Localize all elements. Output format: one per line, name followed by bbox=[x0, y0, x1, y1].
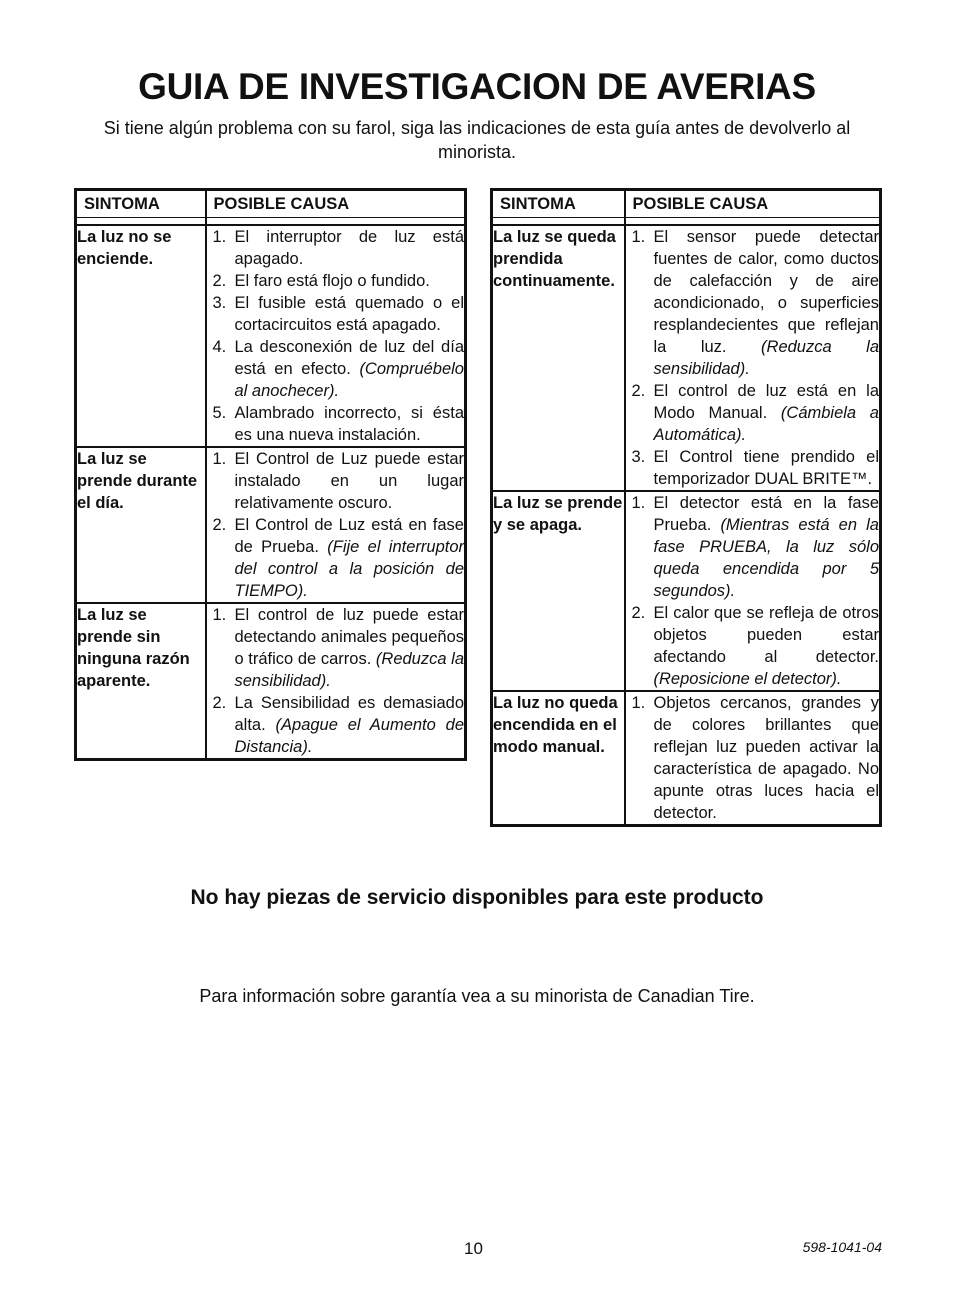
troubleshooting-table-left bbox=[74, 188, 467, 761]
symptom-cell: La luz se queda prendida continuamente. bbox=[492, 225, 625, 491]
cause-number: 1. bbox=[212, 606, 227, 624]
causes-cell bbox=[625, 491, 881, 691]
cause-text-wrap bbox=[654, 226, 880, 380]
page-number: 10 bbox=[464, 1239, 483, 1258]
cause-item bbox=[207, 448, 465, 514]
causes-cell bbox=[206, 225, 466, 447]
cause-text: La Sensibilidad es demasiado alta. bbox=[234, 694, 464, 734]
table-row bbox=[76, 603, 466, 760]
cause-text-wrap bbox=[235, 604, 465, 692]
document-number: 598-1041-04 bbox=[802, 1239, 882, 1255]
cause-text-wrap bbox=[235, 270, 465, 292]
cause-text: El Control de Luz puede estar instalado en un lugar relativamente oscuro. bbox=[234, 450, 464, 512]
cause-number: 2. bbox=[631, 604, 646, 622]
cause-number: 2. bbox=[212, 694, 227, 712]
cause-item bbox=[207, 270, 465, 292]
cause-text: El sensor puede detectar fuentes de calor, como ductos de calefacción y de aire acondicionado, o superficies resplandecientes que reflejan la luz. bbox=[653, 228, 879, 356]
table-row bbox=[492, 691, 881, 826]
symptom-cell: La luz no se enciende. bbox=[76, 225, 206, 447]
cause-number: 1. bbox=[212, 228, 227, 246]
cause-remedy-note: (Apague el Aumento de Distancia). bbox=[234, 716, 464, 756]
column-header-symptom: SINTOMA bbox=[76, 190, 206, 218]
cause-text-wrap bbox=[654, 692, 880, 824]
table-row bbox=[492, 225, 881, 491]
cause-text-wrap bbox=[235, 292, 465, 336]
cause-text: La desconexión de luz del día está en efecto. bbox=[234, 338, 464, 378]
cause-text-wrap bbox=[235, 692, 465, 758]
cause-number: 1. bbox=[631, 228, 646, 246]
cause-item bbox=[626, 602, 880, 690]
troubleshooting-table-right bbox=[490, 188, 882, 827]
cause-item bbox=[626, 380, 880, 446]
cause-text: El calor que se refleja de otros objetos pueden estar afectando al detector. bbox=[653, 604, 879, 666]
causes-cell bbox=[625, 691, 881, 826]
warranty-note: Para información sobre garantía vea a su minorista de Canadian Tire. bbox=[199, 986, 755, 1006]
table-row bbox=[492, 491, 881, 691]
causes-cell bbox=[625, 225, 881, 491]
cause-remedy-note: (Reposicione el detector). bbox=[653, 670, 842, 688]
column-header-symptom: SINTOMA bbox=[492, 190, 625, 218]
no-service-parts-notice: No hay piezas de servicio disponibles para este producto bbox=[190, 886, 764, 909]
cause-item bbox=[626, 226, 880, 380]
cause-text: Objetos cercanos, grandes y de colores brillantes que reflejan luz pueden activar la característica de apagado. No apunte otras luces hacia el detector. bbox=[653, 694, 879, 822]
page-title: GUIA DE INVESTIGACION DE AVERIAS bbox=[138, 66, 816, 107]
cause-remedy-note: (Reduzca la sensibilidad). bbox=[234, 650, 465, 690]
cause-item bbox=[207, 514, 465, 602]
cause-text: Alambrado incorrecto, si ésta es una nueva instalación. bbox=[234, 404, 464, 444]
symptom-cell: La luz se prende sin ninguna razón aparente. bbox=[76, 603, 206, 760]
cause-item bbox=[207, 336, 465, 402]
cause-number: 5. bbox=[212, 404, 227, 422]
column-header-cause: POSIBLE CAUSA bbox=[206, 190, 466, 218]
cause-text: El control de luz está en la Modo Manual. bbox=[653, 382, 879, 422]
cause-text: El interruptor de luz está apagado. bbox=[234, 228, 464, 268]
causes-cell bbox=[206, 447, 466, 603]
cause-item bbox=[207, 226, 465, 270]
causes-cell bbox=[206, 603, 466, 760]
cause-item bbox=[207, 292, 465, 336]
cause-remedy-note: (Compruébelo al anochecer). bbox=[234, 360, 464, 400]
table-row bbox=[76, 225, 466, 447]
cause-remedy-note: (Cámbiela a Automática). bbox=[653, 404, 879, 444]
cause-text-wrap bbox=[654, 446, 880, 490]
cause-text-wrap bbox=[654, 602, 880, 690]
table-row bbox=[76, 447, 466, 603]
symptom-cell: La luz se prende durante el día. bbox=[76, 447, 206, 603]
cause-text-wrap bbox=[654, 492, 880, 602]
cause-remedy-note: (Reduzca la sensibilidad). bbox=[653, 338, 880, 378]
cause-text-wrap bbox=[235, 226, 465, 270]
cause-number: 2. bbox=[631, 382, 646, 400]
cause-text-wrap bbox=[235, 402, 465, 446]
page-subtitle: Si tiene algún problema con su farol, siga las indicaciones de esta guía antes de devolverlo al minorista. bbox=[103, 118, 851, 162]
cause-text: El faro está flojo o fundido. bbox=[234, 272, 430, 290]
cause-text: El control de luz puede estar detectando animales pequeños o tráfico de carros. bbox=[234, 606, 464, 668]
cause-text-wrap bbox=[654, 380, 880, 446]
column-header-cause: POSIBLE CAUSA bbox=[625, 190, 881, 218]
cause-text: El Control tiene prendido el temporizador DUAL BRITE™. bbox=[653, 448, 879, 488]
cause-text: El fusible está quemado o el cortacircuitos está apagado. bbox=[234, 294, 464, 334]
cause-number: 3. bbox=[212, 294, 227, 312]
cause-item bbox=[626, 692, 880, 824]
cause-item bbox=[207, 604, 465, 692]
cause-text-wrap bbox=[235, 448, 465, 514]
cause-number: 4. bbox=[212, 338, 227, 356]
cause-number: 2. bbox=[212, 272, 227, 290]
cause-text-wrap bbox=[235, 514, 465, 602]
cause-number: 1. bbox=[631, 694, 646, 712]
symptom-cell: La luz se prende y se apaga. bbox=[492, 491, 625, 691]
cause-text-wrap bbox=[235, 336, 465, 402]
cause-item bbox=[626, 492, 880, 602]
cause-item bbox=[626, 446, 880, 490]
symptom-cell: La luz no queda encendida en el modo manual. bbox=[492, 691, 625, 826]
cause-text: El Control de Luz está en fase de Prueba. bbox=[234, 516, 464, 556]
cause-number: 1. bbox=[631, 494, 646, 512]
cause-remedy-note: (Mientras está en la fase PRUEBA, la luz sólo queda encendida por 5 segundos). bbox=[653, 516, 879, 600]
cause-remedy-note: (Fije el interruptor del control a la posición de TIEMPO). bbox=[234, 538, 464, 600]
cause-number: 3. bbox=[631, 448, 646, 466]
cause-item bbox=[207, 692, 465, 758]
cause-number: 1. bbox=[212, 450, 227, 468]
cause-number: 2. bbox=[212, 516, 227, 534]
cause-text: El detector está en la fase Prueba. bbox=[653, 494, 879, 534]
cause-item bbox=[207, 402, 465, 446]
